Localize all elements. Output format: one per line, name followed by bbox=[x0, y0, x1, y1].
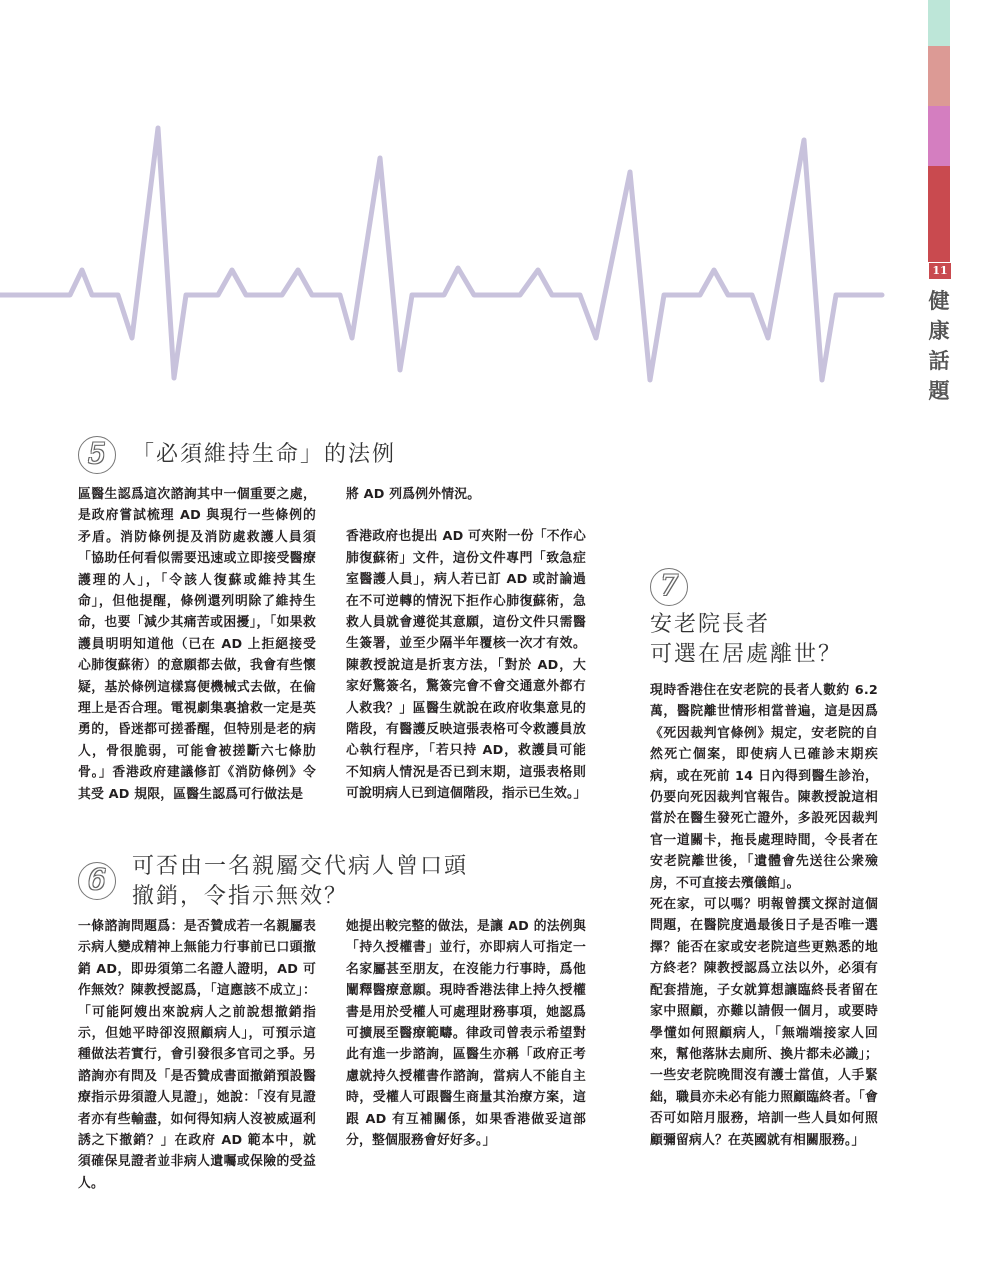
section-6-heading-line: 撤銷，令指示無效？ bbox=[132, 884, 349, 909]
section-7-paragraph: 現時香港住在安老院的長者人數約 6.2 萬，醫院離世情形相當普遍，這是因爲《死因裁判官條例》規定，安老院的自然死亡個案，即使病人已確診末期疾病，或在死前 14 日內得到醫生診治，仍要向死因裁判官報告。陳教授說這相當於在醫生發死亡證外，多設死因裁判官一道關卡，拖長處理時間，令長者在安老院離世後，「遺體會先送往公衆殮房，不可直接去殯儀館」。 bbox=[650, 683, 878, 891]
section-7-heading-line: 安老院長者 bbox=[650, 612, 771, 637]
section-7-column bbox=[650, 680, 878, 1172]
ecg-line-decoration bbox=[0, 110, 900, 390]
section-tag-char: 健 bbox=[928, 288, 950, 313]
section-5-paragraph: 區醫生認爲這次諮詢其中一個重要之處，是政府嘗試梳理 AD 與現行一些條例的矛盾。消防條例提及消防處救護人員須「協助任何看似需要迅速或立即接受醫療護理的人」，「令該人復蘇或維持其生命」，但他提醒，條例還列明除了維持生命，也要「減少其痛苦或困擾」，「如果救護員明明知道他（已在 AD 上拒絕接受心肺復蘇術）的意願都去做，我會有些懷疑，基於條例這樣寫便機械式去做，在倫理上是否合理。電視劇集裏搶救一定是英勇的，昏迷都可搓番醒，但特別是老的病人，骨很脆弱，可能會被搓斷六七條肋骨。」香港政府建議修訂《消防條例》令其受 AD 規限，區醫生認爲可行做法是 bbox=[78, 487, 316, 802]
section-7-paragraph: 死在家，可以嗎？明報曾撰文探討這個問題，在醫院度過最後日子是否唯一選擇？能否在家或安老院這些更熟悉的地方終老？陳教授認爲立法以外，必須有配套措施，子女就算想讓臨終長者留在家中照顧，亦難以請假一個月，或要時學懂如何照顧病人，「無端端接家人回來，幫他落牀去廁所、換片都未必識」；一些安老院晚間沒有護士當值，人手緊絀，職員亦未必有能力照顧臨終者。「會否可如陪月服務，培訓一些人員如何照顧彌留病人？在英國就有相關服務。」 bbox=[650, 897, 878, 1148]
section-7-heading bbox=[650, 610, 890, 670]
section-number-7: 7 bbox=[650, 568, 688, 606]
section-6-column-1 bbox=[78, 916, 316, 1215]
section-6-column-2 bbox=[346, 916, 586, 1172]
section-number-6: 6 bbox=[78, 862, 116, 900]
section-5-column-1 bbox=[78, 484, 316, 826]
section-number-5: 5 bbox=[78, 436, 116, 474]
section-6-paragraph: 一條諮詢問題爲：是否贊成若一名親屬表示病人變成精神上無能力行事前已口頭撤銷 AD，即毋須第二名證人證明，AD 可作無效？陳教授認爲，「這應該不成立」：「可能阿嫂出來說病人之前說想撤銷指示，但她平時卻沒照顧病人」，可預示這種做法若實行，會引發很多官司之爭。另諮詢亦有問及「是否贊成書面撤銷預設醫療指示毋須證人見證」，她說：「沒有見證者亦有些輸盡，如何得知病人沒被威逼利誘之下撤銷？」在政府 AD 範本中，就須確保見證者並非病人遺囑或保險的受益人。 bbox=[78, 919, 316, 1191]
color-band-red bbox=[928, 166, 950, 262]
color-band-mint bbox=[928, 0, 950, 46]
section-5-heading: 「必須維持生命」的法例 bbox=[132, 442, 397, 467]
color-band-salmon bbox=[928, 46, 950, 106]
section-6-heading-line: 可否由一名親屬交代病人曾口頭 bbox=[132, 854, 469, 879]
color-band-magenta bbox=[928, 106, 950, 166]
section-tag-char: 題 bbox=[928, 378, 950, 403]
section-tag bbox=[928, 286, 950, 406]
section-5-paragraph: 將 AD 列爲例外情況。 bbox=[346, 487, 481, 502]
section-6-paragraph: 她提出較完整的做法，是讓 AD 的法例與「持久授權書」並行，亦即病人可指定一名家屬甚至朋友，在沒能力行事時，爲他闡釋醫療意願。現時香港法律上持久授權書是用於受權人可處理財務事項，她認爲可擴展至醫療範疇。律政司曾表示希望對此有進一步諮詢，區醫生亦稱「政府正考慮就持久授權書作諮詢，當病人不能自主時，受權人可跟醫生商量其治療方案，這跟 AD 有互補關係，如果香港做妥這部分，整個服務會好好多。」 bbox=[346, 919, 586, 1149]
page-number: 11 bbox=[929, 263, 951, 279]
section-6-heading bbox=[132, 852, 602, 912]
section-5-paragraph: 香港政府也提出 AD 可夾附一份「不作心肺復蘇術」文件，這份文件專門「致急症室醫護人員」，病人若已訂 AD 或討論過在不可逆轉的情況下拒作心肺復蘇術，急救人員就會遵從其意願，這份文件只需醫生簽署，並至少隔半年覆核一次才有效。陳教授說這是折衷方法，「對於 AD，大家好驚簽名，驚簽完會不會交通意外都冇人救我？」區醫生就說在政府收集意見的階段，有醫護反映這張表格可令救護員放心執行程序，「若只持 AD，救護員可能不知病人情況是否已到末期，這張表格則可說明病人已到這個階段，指示已生效。」 bbox=[346, 529, 587, 802]
section-tag-char: 康 bbox=[928, 318, 950, 343]
section-tag-char: 話 bbox=[928, 348, 950, 373]
section-5-column-2 bbox=[346, 484, 586, 826]
section-7-heading-line: 可選在居處離世？ bbox=[650, 642, 843, 667]
